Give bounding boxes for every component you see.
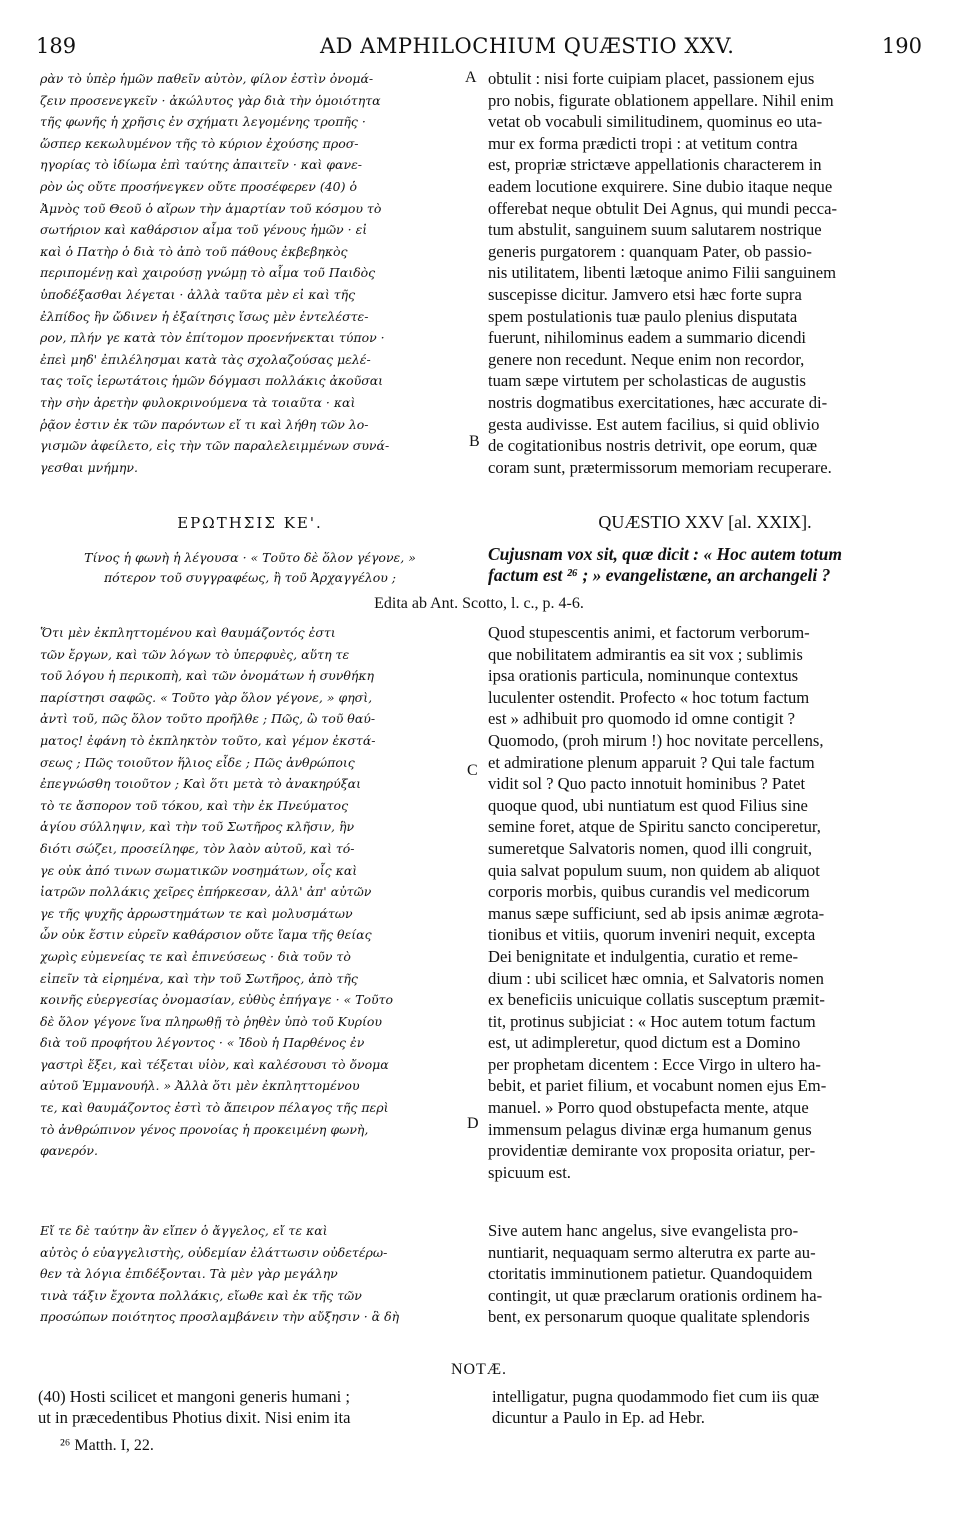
greek-text-line: δὲ ὅλον γέγονε ἵνα πληρωθῇ τὸ ῥηθὲν ὑπὸ τοῦ Κυρίου <box>40 1013 382 1029</box>
latin-text-line: semine foret, atque de Spiritu sancto conciperetur, <box>488 817 821 837</box>
greek-text-line: ἀντὶ τοῦ, πῶς ὅλον τοῦτο προῆλθε ; Πῶς, ὢ τοῦ θαύ- <box>40 711 376 727</box>
greek-text-line: ἐλπίδος ἣν ὤδινεν ἡ ἐξαίτησις ἴσως μὲν ἐντελέστε- <box>40 308 369 324</box>
greek-text-line: Ὅτι μὲν ἐκπληττομένου καὶ θαυμάζοντός ἐστι <box>40 625 336 640</box>
margin-letter-c: C <box>467 762 478 779</box>
latin-text-line: generis purgatorem : quanquam Pater, ob passio- <box>488 241 812 261</box>
latin-text-line: sumeretque Salvatoris nomen, quod illi congruit, <box>488 838 812 858</box>
latin-question-line: factum est ²⁶ ; » evangelistæne, an archangeli ? <box>488 565 831 585</box>
latin-text-line: est » adhibuit pro quomodo id omne contigit ? <box>488 709 795 729</box>
note-line: dicuntur a Paulo in Ep. ad Hebr. <box>492 1408 705 1427</box>
greek-text-line: αὐτὸς ὁ εὐαγγελιστὴς, οὐδεμίαν ἐλάττωσιν οὐδετέρω- <box>40 1244 388 1260</box>
greek-text-line: ρὰν τὸ ὑπὲρ ἡμῶν παθεῖν αὐτὸν, φίλον ἐστὶν ὀνομά- <box>40 71 374 86</box>
latin-text-line: Quomodo, (proh mirum !) hoc novitate percellens, <box>488 730 824 750</box>
latin-text-line: Sive autem hanc angelus, sive evangelista pro- <box>488 1221 799 1240</box>
greek-text-line: χωρὶς εὐμενείας τε καὶ ἐπινεύσεως · διὰ τοῦν τὸ <box>40 948 351 964</box>
latin-text-line: offerebat neque obtulit Dei Agnus, qui mundi pecca- <box>488 198 837 218</box>
latin-text-line: providentiæ demirante vox proposita oriatur, per- <box>488 1141 816 1161</box>
latin-text-line: ctoritatis imminutionem patietur. Quandoquidem <box>488 1264 813 1284</box>
greek-text-line: περιπομένῃ καὶ χαιρούσῃ γνώμῃ τὸ αἷμα τοῦ Παιδὸς <box>40 265 376 281</box>
greek-text-line: φανερόν. <box>40 1143 98 1159</box>
greek-text-line: τινὰ τάξιν ἔχοντα πολλάκις, εἴωθε καὶ ἐκ τῆς τῶν <box>40 1287 362 1303</box>
latin-text-line: que nobilitatem admirantis ea sit vox ; sublimis <box>488 644 803 664</box>
greek-text-line: κοινῆς εὐεργεσίας ὀνομασίαν, εὐθὺς ἐπήγαγε · « Τοῦτο <box>40 992 394 1008</box>
greek-text-line: εἰπεῖν τὰ εἰρημένα, καὶ τὴν τοῦ Σωτῆρος, ἀπὸ τῆς <box>40 970 358 986</box>
greek-text-line: ἰατρῶν πολλάκις χεῖρες ἐπήρκεσαν, ἀλλ' ἀπ' αὐτῶν <box>40 884 372 900</box>
greek-text-line: γε οὐκ ἀπό τινων σωματικῶν νοσημάτων, οἷς καὶ <box>40 862 358 878</box>
greek-text-line: ῥᾷον ἐστιν ἐκ τῶν παρόντων εἴ τι καὶ λήθη τῶν λο- <box>40 416 369 432</box>
greek-text-line: τῆς φωνῆς ἡ χρῆσις ἐν σχήματι λεγομένης τροπῆς · <box>40 114 366 130</box>
page-number-right: 190 <box>881 34 922 58</box>
latin-text-line: tit, protinus subjiciat : « Hoc autem totum factum <box>488 1011 816 1031</box>
latin-text-line: genere non recedunt. Neque enim non recordor, <box>488 349 805 369</box>
greek-text-line: τας τοῖς ἱερωτάτοις ἡμῶν δόγμασι πολλάκις ἀκοῦσαι <box>40 373 384 389</box>
latin-text-line: immensum pelagus divinæ erga humanum genus <box>488 1119 812 1139</box>
latin-text-line: quoque quod, ubi nuntiatum est quod Filius sine <box>488 795 808 815</box>
greek-text-line: καὶ ὁ Πατὴρ ὁ διὰ τὸ ἀπὸ τοῦ πάθους ἐκβεβηκὸς <box>40 243 348 259</box>
latin-text-line: luculenter ostendit. Profecto « hoc totum factum <box>488 687 810 707</box>
latin-text-line: de cogitationibus nostris detrivit, ope eorum, quæ <box>488 436 818 456</box>
latin-column-top <box>488 68 922 478</box>
greek-text-line: γαστρὶ ἕξει, καὶ τέξεται υἱὸν, καὶ καλέσουσι τὸ ὄνομα <box>40 1056 389 1072</box>
latin-text-line: quia salvat populum suum, non quidem ab aliquot <box>488 860 820 880</box>
latin-text-line: ex beneficiis unicuique collatis susceptum præmit- <box>488 990 825 1010</box>
greek-text-line: τὸ τε ἄσπορον τοῦ τόκου, καὶ τὴν ἐκ Πνεύματος <box>40 797 349 813</box>
latin-text-line: coram sunt, prætermissorum memoriam recuperare. <box>488 457 832 477</box>
note-left <box>38 1386 468 1428</box>
latin-text-line: bebit, et pariet filium, et vocabunt nomen ejus Em- <box>488 1076 827 1096</box>
running-title: AD AMPHILOCHIUM QUÆSTIO XXV. <box>320 34 735 58</box>
greek-text-line: θεν τὰ λόγια ἐπιδέξονται. Τὰ μὲν γὰρ μεγάλην <box>40 1266 338 1282</box>
latin-text-line: tum abstulit, sanguinem suum salutarem nostrique <box>488 220 822 240</box>
latin-text-line: nis utilitatem, libenti lætoque animo Filii sanguinem <box>488 263 836 283</box>
latin-question-title: QUÆSTIO XXV [al. XXIX]. <box>598 512 812 532</box>
latin-text-line: Quod stupescentis animi, et factorum verborum- <box>488 623 810 642</box>
note-right <box>492 1386 922 1428</box>
greek-text-line: τῶν ἔργων, καὶ τῶν λόγων τὸ ὑπερφυὲς, αὕτη τε <box>40 646 350 662</box>
greek-text-line: αὐτοῦ Ἐμμανουήλ. » Ἀλλὰ ὅτι μὲν ἐκπληττομένου <box>40 1078 360 1094</box>
greek-text-line: τὴν σὴν ἀρετὴν φυλοκρινούμενα τὰ τοιαῦτα · καὶ <box>40 394 356 410</box>
greek-text-line: ματος! ἐφάνη τὸ ἐκπληκτὸν τοῦτο, καὶ γέμον ἐκστά- <box>40 732 376 748</box>
greek-text-line: διότι σώζει, προσείληφε, τὸν λαὸν αὐτοῦ, καὶ τό- <box>40 840 355 856</box>
latin-text-line: contingit, ut quæ præclarum orationis ordinem ha- <box>488 1285 823 1305</box>
greek-text-line: τε, καὶ θαυμάζοντος ἐστὶ τὸ ἄπειρον πέλαγος τῆς περὶ <box>40 1100 389 1116</box>
greek-text-line: ἁγίου σύλληψιν, καὶ τὴν τοῦ Σωτῆρος κλῆσιν, ἣν <box>40 819 355 835</box>
greek-column-top <box>40 68 468 478</box>
latin-question-text <box>488 544 928 586</box>
margin-letter-a: A <box>465 69 477 86</box>
greek-text-line: παρίστησι σαφῶς. « Τοῦτο γὰρ ὅλον γέγονε, » φησὶ, <box>40 689 373 705</box>
latin-text-line: eadem locutione exquirere. Sine dubio itaque neque <box>488 176 833 196</box>
latin-text-line: nostris dogmatibus exercitationes, hæc accurate di- <box>488 392 828 412</box>
greek-text-line: ηγορίας τὸ ἰδίωμα ἐπὶ ταύτης ἀπαιτεῖν · καὶ φανε- <box>40 157 363 173</box>
note-line: (40) Hosti scilicet et mangoni generis humani ; <box>38 1387 350 1406</box>
greek-text-line: γισμῶν ἀφείλετο, εἰς τὴν τῶν παραλελειμμένων συνά- <box>40 438 390 454</box>
greek-text-line: διὰ τοῦ προφήτου λέγοντος · « Ἰδοὺ ἡ Παρθένος ἐν <box>40 1035 365 1051</box>
latin-text-line: nuntiarit, nequaquam sermo alterutra ex parte au- <box>488 1242 816 1262</box>
greek-text-line: σωτήριον καὶ καθάρσιον αἷμα τοῦ γένους ἡμῶν · εἰ <box>40 222 368 238</box>
latin-text-line: vetat ob vocabuli similitudinem, quominus eo uta- <box>488 112 823 132</box>
latin-text-line: est, ut adimpleretur, quod dictum est a Domino <box>488 1033 801 1053</box>
greek-text-line: τοῦ λόγου ἡ περικοπὴ, καὶ τῶν ὀνομάτων ἡ συνθήκη <box>40 668 375 684</box>
greek-question-line: πότερον τοῦ συγγραφέως, ἢ τοῦ Ἀρχαγγέλου ; <box>103 570 397 585</box>
greek-text-line: ἐπεὶ μηδ' ἐπιλέλησμαι κατὰ τὰς σχολαζούσας μελέ- <box>40 351 371 367</box>
latin-column-last <box>488 1220 922 1328</box>
latin-column-main <box>488 622 922 1183</box>
latin-text-line: per prophetam dicentem : Ecce Virgo in ultero ha- <box>488 1054 821 1074</box>
greek-question-title: ΕΡΩΤΗΣΙΣ ΚΕ'. <box>177 514 323 532</box>
greek-text-line: ζειν προσενεγκεῖν · ἀκώλυτος γὰρ διὰ τὴν ὁμοιότητα <box>40 92 381 108</box>
notes-heading: NOTÆ. <box>450 1361 508 1378</box>
latin-text-line: vidit sol ? Quo pacto innotuit hominibus ? Patet <box>488 774 806 794</box>
latin-text-line: tuam sæpe virtutem per scholasticas de augustis <box>488 371 806 391</box>
latin-text-line: Dei benignitate et indulgentia, curatio et reme- <box>488 946 799 966</box>
latin-text-line: dium : ubi scilicet hæc omnia, et Salvatoris nomen <box>488 968 824 988</box>
greek-question-text <box>40 548 460 588</box>
greek-text-line: γεσθαι μνήμην. <box>40 459 138 475</box>
greek-text-line: γε τῆς ψυχῆς ἀρρωστημάτων τε καὶ μολυσμάτων <box>40 905 353 921</box>
latin-text-line: suscepisse dicitur. Jamvero etsi hæc forte supra <box>488 284 802 304</box>
greek-text-line: Εἴ τε δὲ ταύτην ἂν εἴπεν ὁ ἄγγελος, εἴ τε καὶ <box>40 1223 328 1238</box>
latin-text-line: ipsa orationis particula, nominunque contextus <box>488 666 799 686</box>
greek-column-main <box>40 622 468 1162</box>
latin-text-line: et admiratione plenum apparuit ? Qui tale factum <box>488 752 815 772</box>
greek-text-line: τὸ ἀνθρώπινον γένος προνοίας ἡ προκειμένη φωνὴ, <box>40 1121 369 1137</box>
latin-text-line: gesta audivisse. Est autem facilius, si quid oblivio <box>488 414 820 434</box>
greek-text-line: σεως ; Πῶς τοιοῦτον ἥλιος εἶδε ; Πῶς ἀνθρώποις <box>40 754 355 770</box>
margin-letter-d: D <box>467 1115 479 1132</box>
latin-text-line: manuel. » Porro quod obstupefacta mente, atque <box>488 1098 809 1118</box>
greek-text-line: ρὸν ὡς οὔτε προσήνεγκεν οὔτε προσέφερεν (40) ὁ <box>40 178 357 194</box>
edition-note: Edita ab Ant. Scotto, l. c., p. 4-6. <box>374 595 584 612</box>
latin-text-line: spem postulationis tuæ paulo plenius disputata <box>488 306 798 326</box>
note-line: intelligatur, pugna quodammodo fiet cum iis quæ <box>492 1387 820 1406</box>
greek-text-line: ὥσπερ κεκωλυμένον τῆς τὸ κύριον ἐχούσης προσ- <box>40 135 359 151</box>
greek-text-line: ὑποδέξασθαι λέγεται · ἀλλὰ ταῦτα μὲν εἰ καὶ τῆς <box>40 286 356 302</box>
greek-text-line: ἐπεγνώσθη τοιοῦτον ; Καὶ ὅτι μετὰ τὸ ἀνακηρύξαι <box>40 776 361 792</box>
greek-text-line: προσώπων ποιότητος προσλαμβάνειν τὴν αὔξησιν · ἃ δὴ <box>40 1309 400 1325</box>
footnote: ²⁶ Matth. I, 22. <box>60 1437 154 1454</box>
greek-text-line: ὧν οὐκ ἔστιν εὑρεῖν καθάρσιον οὔτε ἴαμα τῆς θείας <box>40 927 372 943</box>
latin-text-line: obtulit : nisi forte cuipiam placet, passionem ejus <box>488 69 815 88</box>
latin-text-line: est, propriæ strictæve appellationis characterem in <box>488 155 822 175</box>
latin-text-line: corporis morbis, quibus curandis vel medicorum <box>488 882 810 902</box>
page-number-left: 189 <box>36 34 77 58</box>
latin-question-line: Cujusnam vox sit, quæ dicit : « Hoc autem totum <box>488 544 842 564</box>
latin-text-line: fuerunt, nihilominus eadem a summario dicendi <box>488 328 806 348</box>
latin-text-line: tionibus et vitiis, quorum inveniri nequit, excepta <box>488 925 816 945</box>
margin-letter-b: B <box>469 433 480 450</box>
greek-text-line: Ἀμνὸς τοῦ Θεοῦ ὁ αἴρων τὴν ἁμαρτίαν τοῦ κόσμου τὸ <box>40 200 382 216</box>
greek-question-line: Τίνος ἡ φωνὴ ἡ λέγουσα · « Τοῦτο δὲ ὅλον γέγονε, » <box>84 550 416 565</box>
latin-text-line: mur ex forma prædicti tropi : at vetitum contra <box>488 133 798 153</box>
latin-text-line: pro nobis, figurate oblationem appellare. Nihil enim <box>488 90 834 110</box>
latin-text-line: spicuum est. <box>488 1162 571 1182</box>
greek-column-last <box>40 1220 468 1328</box>
latin-text-line: manus sæpe sufficiunt, sed ab ipsis animæ ægrota- <box>488 903 825 923</box>
note-line: ut in præcedentibus Photius dixit. Nisi enim ita <box>38 1408 351 1427</box>
latin-text-line: bent, ex personarum quoque qualitate splendoris <box>488 1307 810 1327</box>
greek-text-line: ρον, πλήν γε κατὰ τὸν ἐπίτομον προενήνεκται τύπον · <box>40 330 385 346</box>
